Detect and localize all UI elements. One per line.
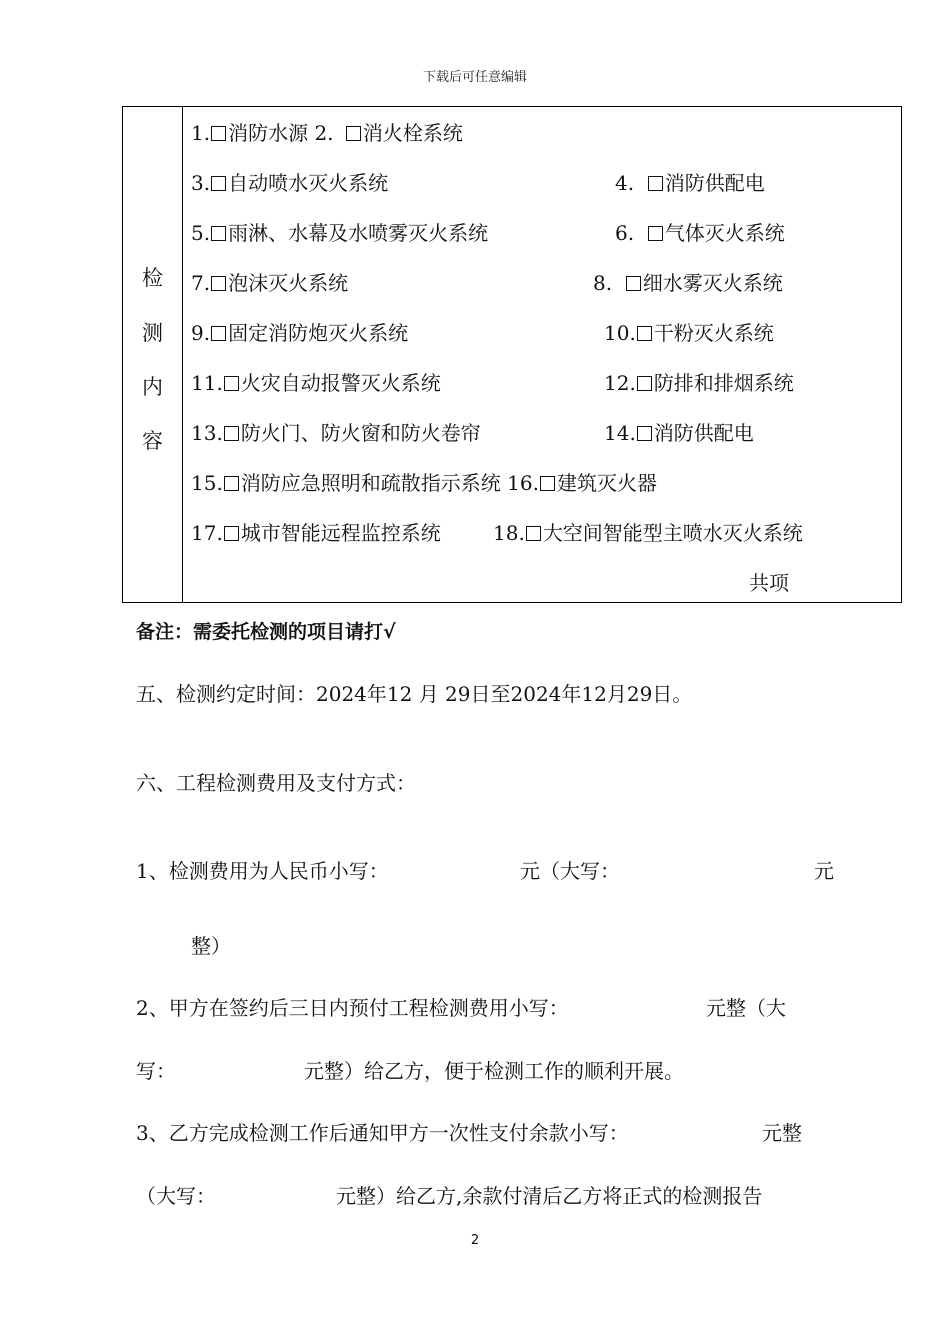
p1-prefix: 1、检测费用为人民币小写：: [136, 859, 389, 883]
item-8[interactable]: 8. 细水雾灭火系统: [593, 271, 783, 295]
p3-line2-start: （大写：: [136, 1184, 216, 1208]
item-17[interactable]: 17. 城市智能远程监控系统: [191, 521, 441, 545]
note: 备注：需委托检测的项目请打√: [136, 621, 396, 643]
item-13[interactable]: 13. 防火门、防火窗和防火卷帘: [191, 421, 481, 445]
p2-line2-start: 写：: [136, 1059, 176, 1083]
p1-tail: 整）: [191, 934, 231, 958]
p1-end: 元: [814, 859, 834, 883]
checkbox-icon[interactable]: [211, 326, 226, 341]
section-6-heading: 六、工程检测费用及支付方式：: [136, 771, 416, 795]
item-5[interactable]: 5. 雨淋、水幕及水喷雾灭火系统: [191, 221, 489, 245]
table-divider: [182, 107, 183, 602]
item-18[interactable]: 18. 大空间智能型主喷水灭火系统: [493, 521, 803, 545]
page-header: 下载后可任意编辑: [422, 70, 527, 85]
page-number: 2: [470, 1233, 480, 1248]
side-char: 内: [142, 375, 163, 399]
item-11[interactable]: 11. 火灾自动报警灭火系统: [191, 371, 441, 395]
checkbox-icon[interactable]: [224, 426, 239, 441]
item-7[interactable]: 7. 泡沫灭火系统: [191, 271, 349, 295]
checkbox-icon[interactable]: [224, 526, 239, 541]
checkbox-icon[interactable]: [224, 376, 239, 391]
p3-end: 元整: [762, 1121, 802, 1145]
total-count: 共项: [749, 571, 789, 595]
checkbox-icon[interactable]: [648, 176, 663, 191]
checkbox-icon[interactable]: [224, 476, 239, 491]
item-14[interactable]: 14. 消防供配电: [604, 421, 754, 445]
checkbox-icon[interactable]: [211, 276, 226, 291]
p2-line2-end: 元整）给乙方，便于检测工作的顺利开展。: [304, 1059, 684, 1083]
checkbox-icon[interactable]: [637, 426, 652, 441]
p3-prefix: 3、乙方完成检测工作后通知甲方一次性支付余款小写：: [136, 1121, 629, 1145]
item-12[interactable]: 12. 防排和排烟系统: [604, 371, 794, 395]
checkbox-icon[interactable]: [526, 526, 541, 541]
checkbox-icon[interactable]: [346, 126, 361, 141]
checkbox-icon[interactable]: [626, 276, 641, 291]
item-1[interactable]: 1. 消防水源 2. 消火栓系统: [191, 121, 463, 145]
checkbox-icon[interactable]: [637, 326, 652, 341]
p2-end: 元整（大: [706, 996, 786, 1020]
side-char: 容: [142, 429, 163, 453]
item-6[interactable]: 6. 气体灭火系统: [615, 221, 785, 245]
item-10[interactable]: 10. 干粉灭火系统: [604, 321, 774, 345]
item-3[interactable]: 3. 自动喷水灭火系统: [191, 171, 389, 195]
checkbox-icon[interactable]: [648, 226, 663, 241]
p1-middle: 元（大写：: [520, 859, 620, 883]
side-char: 检: [142, 266, 163, 290]
section-5: 五、检测约定时间：2024年12 月 29日至2024年12月29日。: [136, 682, 693, 706]
inspection-content-table: [122, 106, 902, 603]
item-4[interactable]: 4. 消防供配电: [615, 171, 765, 195]
checkbox-icon[interactable]: [637, 376, 652, 391]
checkbox-icon[interactable]: [211, 176, 226, 191]
p3-line2-end: 元整）给乙方,余款付清后乙方将正式的检测报告: [336, 1184, 763, 1208]
checkbox-icon[interactable]: [540, 476, 555, 491]
side-char: 测: [142, 321, 163, 345]
checkbox-icon[interactable]: [211, 226, 226, 241]
p2-prefix: 2、甲方在签约后三日内预付工程检测费用小写：: [136, 996, 569, 1020]
item-9[interactable]: 9. 固定消防炮灭火系统: [191, 321, 409, 345]
item-15-16[interactable]: 15. 消防应急照明和疏散指示系统 16. 建筑灭火器: [191, 471, 657, 495]
side-label: [123, 107, 182, 602]
checkbox-icon[interactable]: [211, 126, 226, 141]
